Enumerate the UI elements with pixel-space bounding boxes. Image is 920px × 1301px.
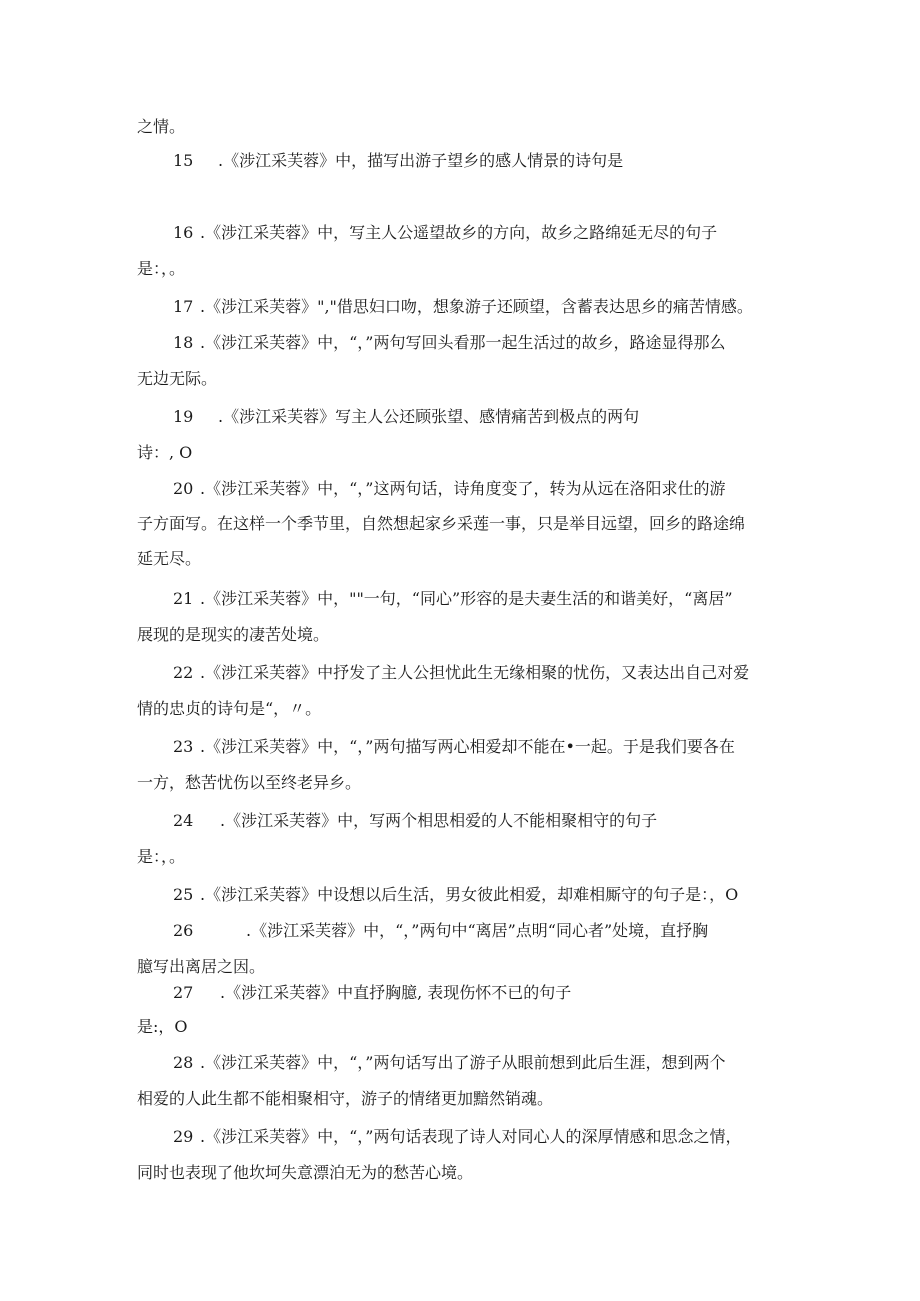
- item-number: 18: [173, 333, 194, 352]
- item-text: .《涉江采芙蓉》写主人公还顾张望、感情痛苦到极点的两句: [218, 407, 640, 426]
- item-text: .《涉江采芙蓉》中抒发了主人公担忧此生无缘相聚的忧伤，又表达出自己对爱: [200, 663, 750, 682]
- item-text-continuation: 延无尽。: [137, 549, 202, 568]
- item-text-continuation: 同时也表现了他坎坷失意漂泊无为的愁苦心境。: [137, 1163, 474, 1182]
- item-text-continuation: 情的忠贞的诗句是“，〃。: [137, 699, 322, 718]
- item-text-continuation: 诗：, O: [137, 443, 193, 462]
- item-number: 28: [173, 1053, 194, 1072]
- item-text-continuation: 无边无际。: [137, 369, 218, 388]
- item-text: .《涉江采芙蓉》","借思妇口吻，想象游子还顾望，含蓄表达思乡的痛苦情感。: [200, 297, 753, 316]
- item-text: .《涉江采芙蓉》中，""一句，“同心”形容的是夫妻生活的和谐美好，“离居”: [200, 589, 733, 608]
- item-number: 23: [173, 737, 194, 756]
- item-text-continuation: 是:，O: [137, 1017, 188, 1036]
- intro-line: 之情。: [137, 117, 186, 136]
- item-text: .《涉江采芙蓉》中，“，”这两句话，诗角度变了，转为从远在洛阳求仕的游: [200, 479, 726, 498]
- item-number: 29: [173, 1127, 194, 1146]
- item-text: .《涉江采芙蓉》中直抒胸臆, 表现伤怀不已的句子: [220, 983, 572, 1002]
- item-text: .《涉江采芙蓉》中，“，”两句话写出了游子从眼前想到此后生涯，想到两个: [200, 1053, 726, 1072]
- item-text: .《涉江采芙蓉》中，描写出游子望乡的感人情景的诗句是: [218, 151, 624, 170]
- item-text-continuation: 子方面写。在这样一个季节里，自然想起家乡采莲一事，只是举目远望，回乡的路途绵: [137, 514, 746, 533]
- item-number: 21: [173, 589, 194, 608]
- item-text: .《涉江采芙蓉》中，“，”两句写回头看那一起生活过的故乡，路途显得那么: [200, 333, 726, 352]
- item-number: 25: [173, 885, 194, 904]
- item-text: .《涉江采芙蓉》中，写两个相思相爱的人不能相聚相守的句子: [220, 811, 658, 830]
- item-number: 26: [173, 921, 194, 940]
- item-text-continuation: 臆写出离居之因。: [137, 957, 266, 976]
- item-number: 27: [173, 983, 194, 1002]
- item-text-continuation: 是：，。: [137, 847, 186, 866]
- item-number: 22: [173, 663, 194, 682]
- item-text: .《涉江采芙蓉》中设想以后生活，男女彼此相爱，却难相厮守的句子是：，O: [200, 885, 739, 904]
- item-text-continuation: 是：，。: [137, 259, 186, 278]
- item-text: .《涉江采芙蓉》中，“，”两句中“离居”点明“同心者”处境，直抒胸: [246, 921, 709, 940]
- item-text-continuation: 展现的是现实的凄苦处境。: [137, 625, 330, 644]
- item-number: 15: [173, 151, 194, 170]
- item-number: 20: [173, 479, 194, 498]
- item-text: .《涉江采芙蓉》中，“，”两句描写两心相爱却不能在•一起。于是我们要各在: [200, 737, 735, 756]
- item-number: 17: [173, 297, 194, 316]
- item-text: .《涉江采芙蓉》中，写主人公遥望故乡的方向，故乡之路绵延无尽的句子: [200, 223, 718, 242]
- item-text-continuation: 一方，愁苦忧伤以至终老异乡。: [137, 773, 362, 792]
- item-text-continuation: 相爱的人此生都不能相聚相守，游子的情绪更加黯然销魂。: [137, 1089, 554, 1108]
- item-number: 19: [173, 407, 194, 426]
- item-text: .《涉江采芙蓉》中，“，”两句话表现了诗人对同心人的深厚情感和思念之情，: [200, 1127, 742, 1146]
- item-number: 16: [173, 223, 194, 242]
- item-number: 24: [173, 811, 194, 830]
